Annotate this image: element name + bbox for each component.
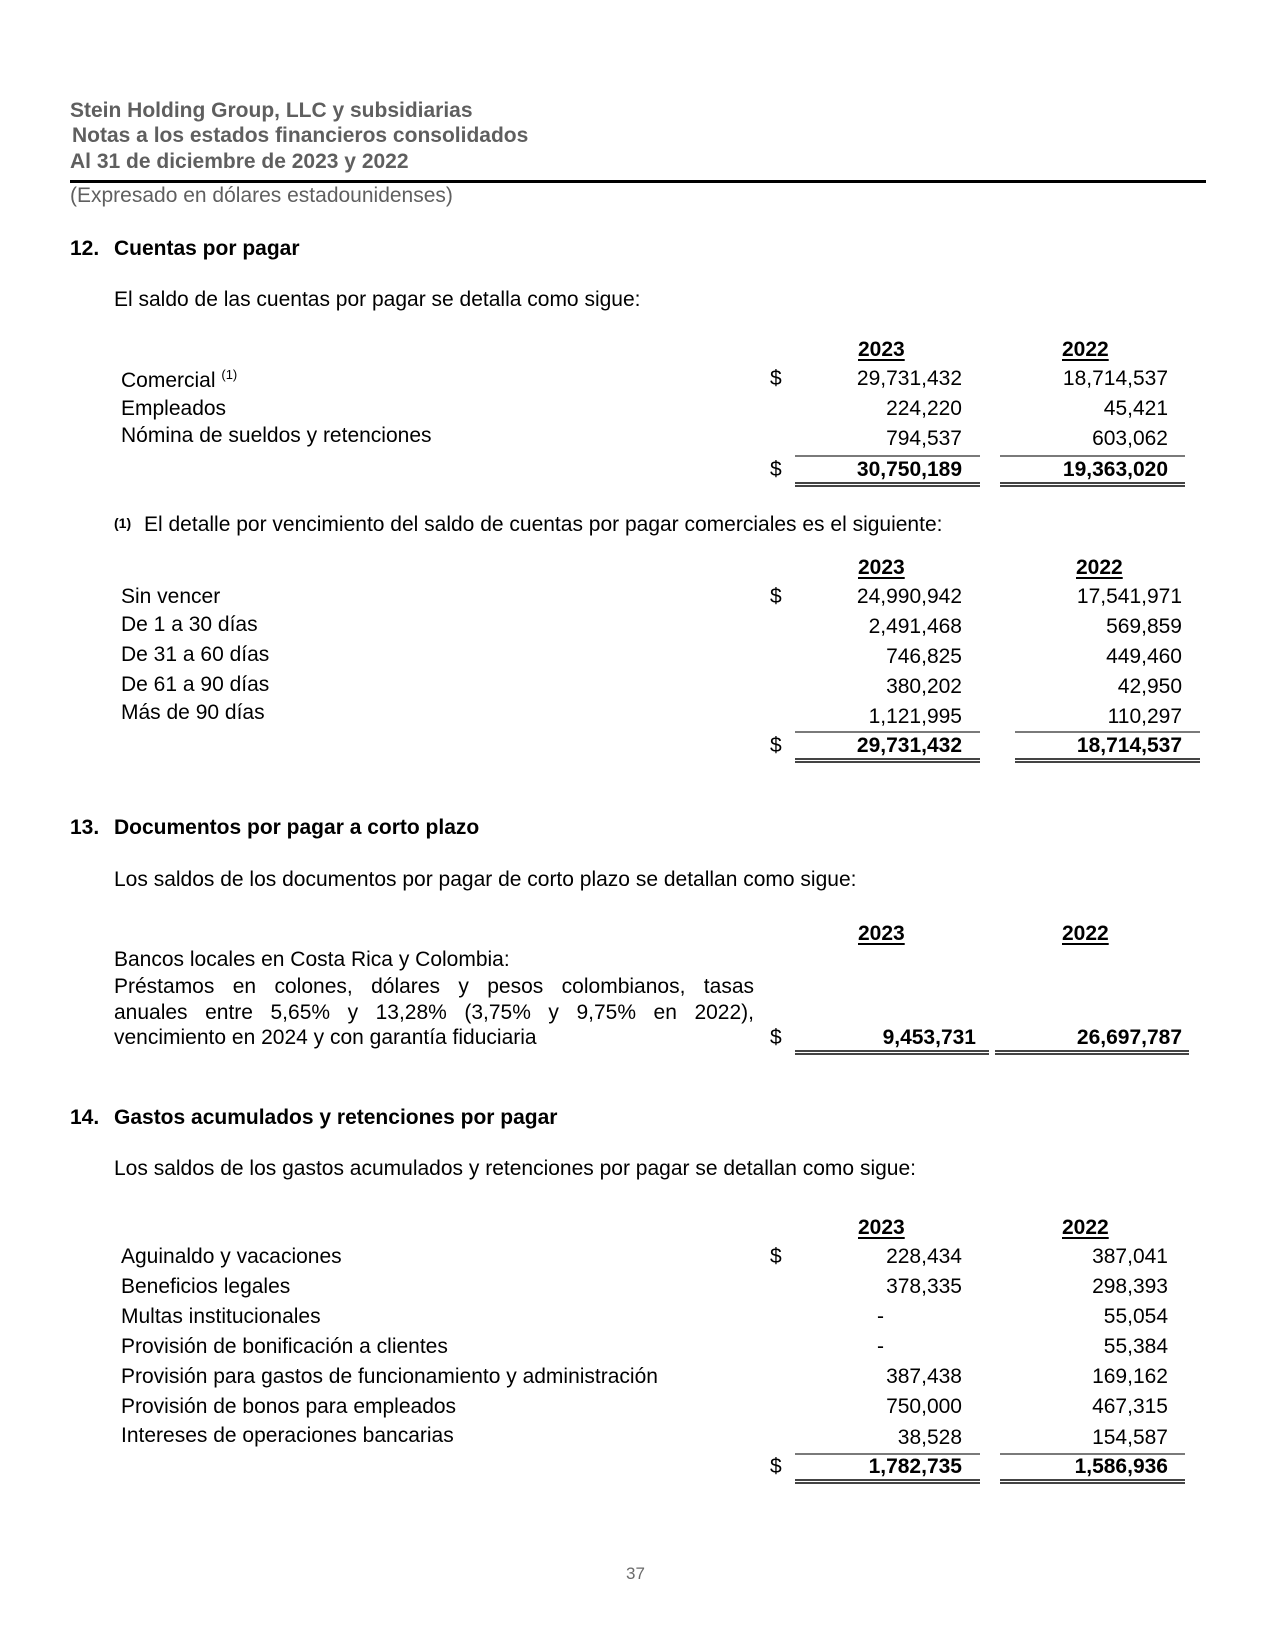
note12-intro: El saldo de las cuentas por pagar se detalla como sigue: <box>114 288 641 311</box>
table-cell-2023: 387,438 <box>886 1365 962 1388</box>
table-cell-2023: - <box>877 1335 884 1358</box>
table-row-label: De 31 a 60 días <box>121 643 270 666</box>
total-double-line <box>795 1050 989 1055</box>
table-cell-2022: 18,714,537 <box>1062 367 1168 390</box>
currency-symbol: $ <box>770 585 782 608</box>
note13-value-2022: 26,697,787 <box>1076 1026 1182 1049</box>
note13-intro: Los saldos de los documentos por pagar de corto plazo se detallan como sigue: <box>114 868 857 891</box>
total-2023: 29,731,432 <box>856 734 962 757</box>
note12-col-2022: 2022 <box>1062 338 1109 361</box>
table-cell-2023: 378,335 <box>886 1275 962 1298</box>
note12-number: 12. <box>70 237 100 260</box>
table-cell-2023: 746,825 <box>886 645 962 668</box>
footnote-text: El detalle por vencimiento del saldo de cuentas por pagar comerciales es el siguiente: <box>144 513 943 536</box>
table-row-label: De 1 a 30 días <box>121 613 258 636</box>
table-cell-2023: 224,220 <box>886 397 962 420</box>
table-cell-2023: 38,528 <box>897 1426 962 1449</box>
table-cell-2022: 110,297 <box>1107 705 1182 728</box>
table-cell-2022: 387,041 <box>1092 1245 1168 1268</box>
note13-desc-line2: anuales entre 5,65% y 13,28% (3,75% y 9,75% en 2022), <box>114 1001 754 1024</box>
subtotal-line <box>1015 731 1200 733</box>
total-double-line <box>795 758 980 763</box>
table-cell-2023: 2,491,468 <box>868 615 962 638</box>
note13-number: 13. <box>70 816 100 839</box>
currency-symbol: $ <box>770 734 782 757</box>
table-row-label: Provisión de bonificación a clientes <box>121 1335 448 1358</box>
table-cell-2023: 1,121,995 <box>868 705 962 728</box>
note13-desc-line3: vencimiento en 2024 y con garantía fiduciaria <box>114 1026 537 1049</box>
table-cell-2022: 45,421 <box>1103 397 1168 420</box>
note13-col-2023: 2023 <box>858 922 905 945</box>
table-row-label: Provisión para gastos de funcionamiento y administración <box>121 1365 658 1388</box>
currency-symbol: $ <box>770 1026 782 1049</box>
document-title: Notas a los estados financieros consolidados <box>72 124 529 147</box>
table-row-label: Beneficios legales <box>121 1275 291 1298</box>
currency-symbol: $ <box>770 367 782 390</box>
total-double-line <box>795 482 980 487</box>
note14-intro: Los saldos de los gastos acumulados y retenciones por pagar se detallan como sigue: <box>114 1157 916 1180</box>
table-row-label: Aguinaldo y vacaciones <box>121 1245 342 1268</box>
subtotal-line <box>795 731 980 733</box>
table-cell-2023: 750,000 <box>886 1395 962 1418</box>
currency-note: (Expresado en dólares estadounidenses) <box>70 184 453 207</box>
note12-title: Cuentas por pagar <box>114 237 300 260</box>
note13-desc-line1: Préstamos en colones, dólares y pesos colombianos, tasas <box>114 975 754 998</box>
subtotal-line <box>1000 455 1185 457</box>
total-double-line <box>1000 482 1185 487</box>
total-2022: 1,586,936 <box>1074 1455 1168 1478</box>
table-cell-2023: 29,731,432 <box>856 367 962 390</box>
table-cell-2023: 380,202 <box>886 675 962 698</box>
note13-heading: Bancos locales en Costa Rica y Colombia: <box>114 948 510 971</box>
footnote-mark: (1) <box>114 515 132 531</box>
header-rule <box>70 180 1206 183</box>
aging-col-2023: 2023 <box>858 556 905 579</box>
table-cell-2023: 228,434 <box>886 1245 962 1268</box>
note14-col-2022: 2022 <box>1062 1216 1109 1239</box>
table-cell-2022: 55,384 <box>1103 1335 1168 1358</box>
page-number: 37 <box>626 1564 645 1583</box>
table-cell-2022: 55,054 <box>1103 1305 1168 1328</box>
total-double-line <box>795 1479 980 1484</box>
table-cell-2022: 169,162 <box>1092 1365 1168 1388</box>
table-cell-2022: 17,541,971 <box>1076 585 1182 608</box>
table-row-label: Intereses de operaciones bancarias <box>121 1424 454 1447</box>
table-row-label: De 61 a 90 días <box>121 673 270 696</box>
table-cell-2023: - <box>877 1305 884 1328</box>
table-cell-2022: 603,062 <box>1092 427 1168 450</box>
note13-value-2023: 9,453,731 <box>882 1026 976 1049</box>
currency-symbol: $ <box>770 458 782 481</box>
table-cell-2022: 154,587 <box>1092 1426 1168 1449</box>
note12-col-2023: 2023 <box>858 338 905 361</box>
currency-symbol: $ <box>770 1245 782 1268</box>
table-row-label: Sin vencer <box>121 585 221 608</box>
note14-col-2023: 2023 <box>858 1216 905 1239</box>
table-row-label: Multas institucionales <box>121 1305 321 1328</box>
note14-number: 14. <box>70 1106 100 1129</box>
total-double-line <box>995 1050 1189 1055</box>
total-2022: 19,363,020 <box>1062 458 1168 481</box>
note13-title: Documentos por pagar a corto plazo <box>114 816 480 839</box>
report-date: Al 31 de diciembre de 2023 y 2022 <box>70 150 409 173</box>
note13-col-2022: 2022 <box>1062 922 1109 945</box>
table-cell-2023: 24,990,942 <box>856 585 962 608</box>
table-row-label: Nómina de sueldos y retenciones <box>121 424 432 447</box>
total-2023: 1,782,735 <box>868 1455 962 1478</box>
subtotal-line <box>795 455 980 457</box>
company-name: Stein Holding Group, LLC y subsidiarias <box>70 99 473 122</box>
table-row-label: Más de 90 días <box>121 701 265 724</box>
total-double-line <box>1015 758 1200 763</box>
table-cell-2022: 298,393 <box>1092 1275 1168 1298</box>
table-cell-2022: 467,315 <box>1092 1395 1168 1418</box>
currency-symbol: $ <box>770 1455 782 1478</box>
total-2022: 18,714,537 <box>1076 734 1182 757</box>
table-cell-2023: 794,537 <box>886 427 962 450</box>
table-cell-2022: 569,859 <box>1106 615 1182 638</box>
table-row-label: Comercial $^{(1)}$ <box>121 367 238 392</box>
table-row-label: Provisión de bonos para empleados <box>121 1395 457 1418</box>
total-2023: 30,750,189 <box>856 458 962 481</box>
table-cell-2022: 42,950 <box>1117 675 1182 698</box>
aging-col-2022: 2022 <box>1076 556 1123 579</box>
total-double-line <box>1000 1479 1185 1484</box>
table-row-label: Empleados <box>121 397 227 420</box>
note14-title: Gastos acumulados y retenciones por pagar <box>114 1106 558 1129</box>
table-cell-2022: 449,460 <box>1106 645 1182 668</box>
